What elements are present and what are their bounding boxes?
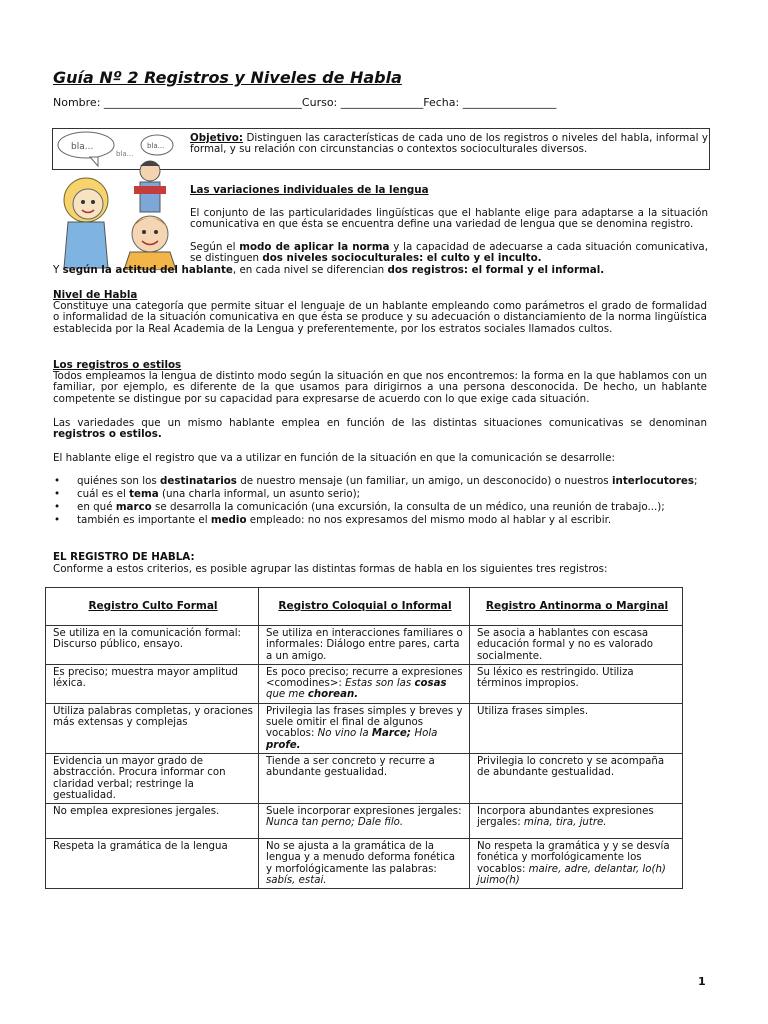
list-item: • quiénes son los destinatarios de nuestro mensaje (un familiar, un amigo, un desconocido) o nuestros interlocutores; xyxy=(53,476,707,487)
speech-level-heading: Nivel de Habla xyxy=(53,289,138,301)
norm-paragraph: Según el modo de aplicar la norma y la capacidad de adecuarse a cada situación comunicativa, se distinguen dos niveles socioculturales: el culto y el inculto. xyxy=(190,241,709,265)
list-item: • también es importante el medio empleado: no nos expresamos del mismo modo al hablar y al escribir. xyxy=(53,515,707,526)
table-row: Evidencia un mayor grado de abstracción. Procura informar con claridad verbal; restringe la gestualidad. Tiende a ser concreto y recurre a abundante gestualidad. Privilegia lo concreto y se acompaña de abundante gestualidad. xyxy=(46,753,683,803)
registers-table xyxy=(45,587,683,889)
table-header-row xyxy=(46,588,683,626)
table-row: Utiliza palabras completas, y oraciones más extensas y complejas Privilegia las frases simples y breves y suele omitir el final de algunos vocablos: No vino la Marce; Hola profe. Utiliza frases simples. xyxy=(46,703,683,753)
registers-definition: Las variedades que un mismo hablante emplea en función de las distintas situaciones comunicativas se denominan registros o estilos. xyxy=(53,417,707,441)
table-row: No emplea expresiones jergales. Suele incorporar expresiones jergales: Nunca tan perno; Dale filo. Incorpora abundantes expresiones jergales: mina, tira, jutre. xyxy=(46,804,683,839)
registers-heading: Los registros o estilos xyxy=(53,359,182,371)
date-field[interactable]: Fecha: _________________ xyxy=(423,96,557,109)
table-row: Respeta la gramática de la lengua No se ajusta a la gramática de la lengua y a menudo deforma fonética y morfológicamente las palabras: sabís, estai. No respeta la gramática y y se desvía fonética y morfológicamente los vocablos: maire, adre, delantar, lo(h) juimo(h) xyxy=(46,839,683,889)
bubble-text-1: bla... xyxy=(71,142,94,152)
page-number: 1 xyxy=(698,975,706,988)
variations-paragraph: El conjunto de las particularidades lingüísticas que el hablante elige para adaptarse a la situación comunicativa en que ésta se encuentra define una variedad de lengua que se denomina registro. xyxy=(190,207,708,231)
course-field[interactable]: Curso: _______________ xyxy=(301,96,424,109)
attitude-paragraph: Y según la actitud del hablante, en cada nivel se diferencian dos registros: el formal y el informal. xyxy=(53,264,605,276)
criteria-list xyxy=(53,476,707,528)
student-fields xyxy=(53,96,556,109)
registers-paragraph: Todos empleamos la lengua de distinto modo según la situación en que nos encontremos: la forma en la que hablamos con un familiar, por ejemplo, es diferente de la que usamos para dirigirnos a una persona desconocida. De hecho, un hablante competente se distingue por su capacidad para expresarse de acuerdo con lo que exige cada situación. xyxy=(53,370,707,405)
page-title: Guía Nº 2 Registros y Niveles de Habla xyxy=(53,68,402,87)
objective-label: Objetivo: xyxy=(190,132,243,144)
objective-text: Objetivo: Distinguen las características de cada uno de los registros o niveles del habla, informal y formal, y su relación con circunstancias o contextos socioculturales diversos. xyxy=(190,132,708,156)
header-marginal: Registro Antinorma o Marginal xyxy=(470,588,683,626)
header-formal: Registro Culto Formal xyxy=(46,588,259,626)
variations-heading: Las variaciones individuales de la lengua xyxy=(190,184,429,196)
speech-register-heading: EL REGISTRO DE HABLA: xyxy=(53,551,195,563)
table-row: Es preciso; muestra mayor amplitud léxica. Es poco preciso; recurre a expresiones <comodines>: Estas son las cosas que me chorean. Su léxico es restringido. Utiliza términos impropios. xyxy=(46,664,683,703)
bubble-text-2: bla... xyxy=(116,150,134,158)
bubble-text-3: bla... xyxy=(147,142,165,150)
name-field[interactable]: Nombre: ____________________________________ xyxy=(53,96,302,109)
speech-level-paragraph: Constituye una categoría que permite situar el lenguaje de un hablante empleando como parámetros el grado de formalidad o informalidad de la situación comunicativa en que ésta se produce y su adecuación o distanciamiento de la norma lingüística establecida por la Real Academia de la Lengua y preferentemente, por los estratos sociales llamados cultos. xyxy=(53,300,707,335)
list-item: • en qué marco se desarrolla la comunicación (una excursión, la consulta de un médico, una reunión de trabajo...); xyxy=(53,502,707,513)
list-item: • cuál es el tema (una charla informal, un asunto serio); xyxy=(53,489,707,500)
speech-register-intro: Conforme a estos criterios, es posible agrupar las distintas formas de habla en los siguientes tres registros: xyxy=(53,563,608,575)
kids-talking-illustration xyxy=(54,130,184,270)
table-row: Se utiliza en la comunicación formal: Discurso público, ensayo. Se utiliza en interacciones familiares o informales: Diálogo entre pares, carta a un amigo. Se asocia a hablantes con escasa educación formal y no es valorado socialmente. xyxy=(46,626,683,665)
choice-paragraph: El hablante elige el registro que va a utilizar en función de la situación en que la comunicación se desarrolle: xyxy=(53,452,615,464)
header-informal: Registro Coloquial o Informal xyxy=(259,588,470,626)
